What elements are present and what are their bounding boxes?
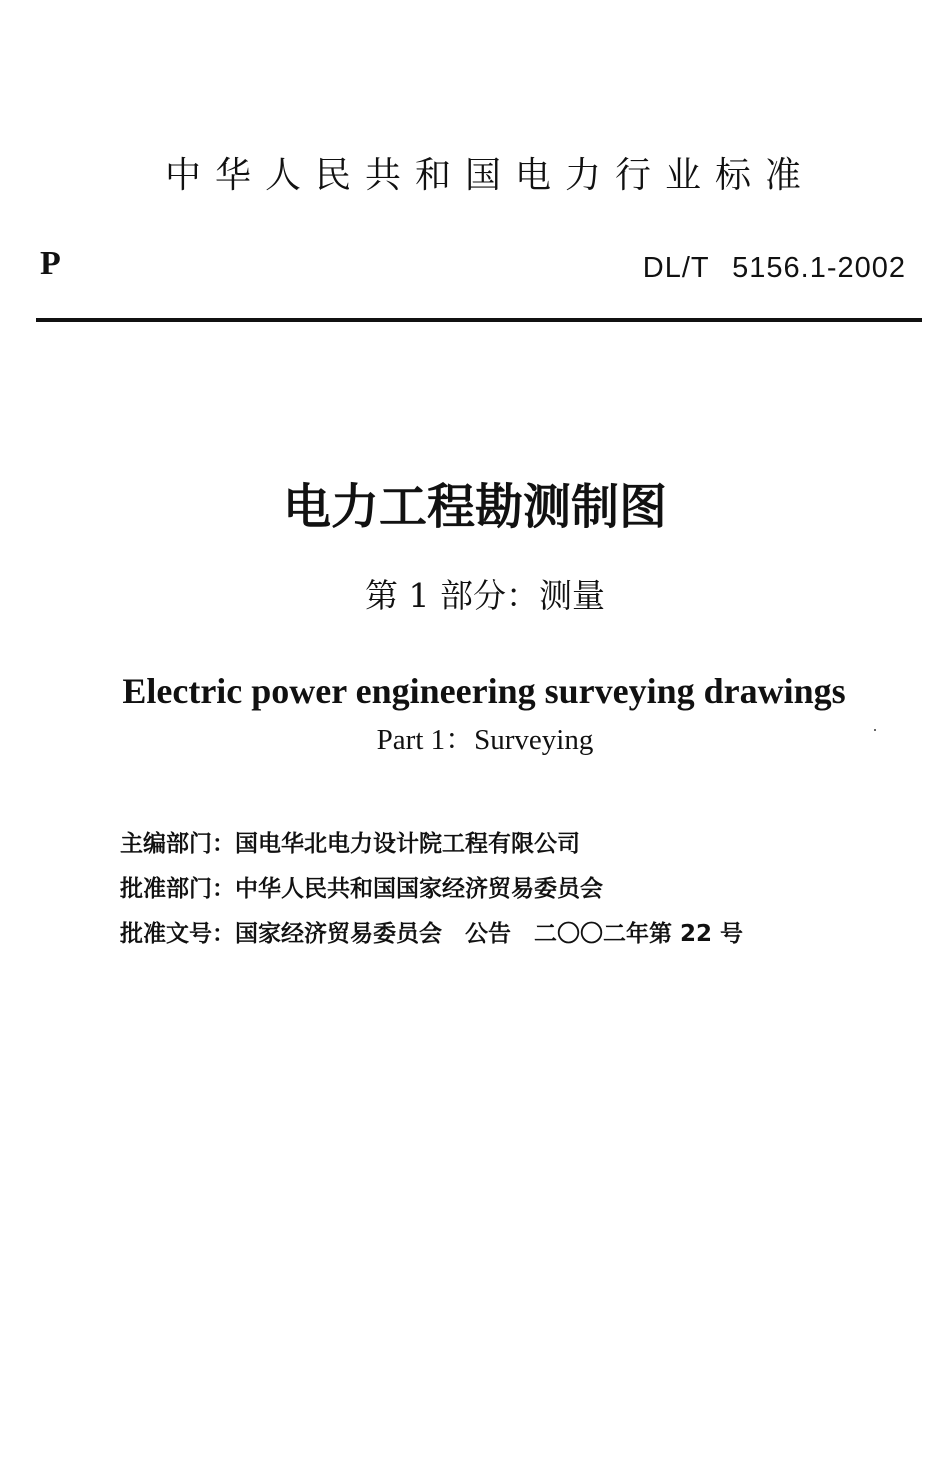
standard-number: DL/T 5156.1-2002 (642, 252, 906, 284)
chinese-subtitle: 第 1 部分：测量 (365, 576, 605, 615)
info-label: 批准文号： (120, 921, 235, 947)
info-row-document-number (120, 912, 900, 957)
info-value: 国家经济贸易委员会 公告 二〇〇二年第 22 号 (235, 921, 744, 947)
english-main-title: Electric power engineering surveying drawings (122, 671, 846, 711)
info-row-approver (120, 867, 900, 912)
chinese-main-title: 电力工程勘测制图 (282, 479, 667, 535)
info-label: 主编部门： (120, 831, 235, 857)
category-letter: P (40, 245, 61, 282)
info-row-editor (120, 822, 900, 867)
industry-standard-title: 中华人民共和国电力行业标准 (164, 155, 815, 196)
header-divider (36, 318, 922, 322)
english-subtitle: Part 1：Surveying (376, 724, 594, 756)
scan-speck (874, 729, 876, 731)
info-value: 中华人民共和国国家经济贸易委员会 (235, 876, 603, 902)
approval-info-block (120, 822, 900, 957)
info-label: 批准部门： (120, 876, 235, 902)
info-value: 国电华北电力设计院工程有限公司 (235, 831, 580, 857)
